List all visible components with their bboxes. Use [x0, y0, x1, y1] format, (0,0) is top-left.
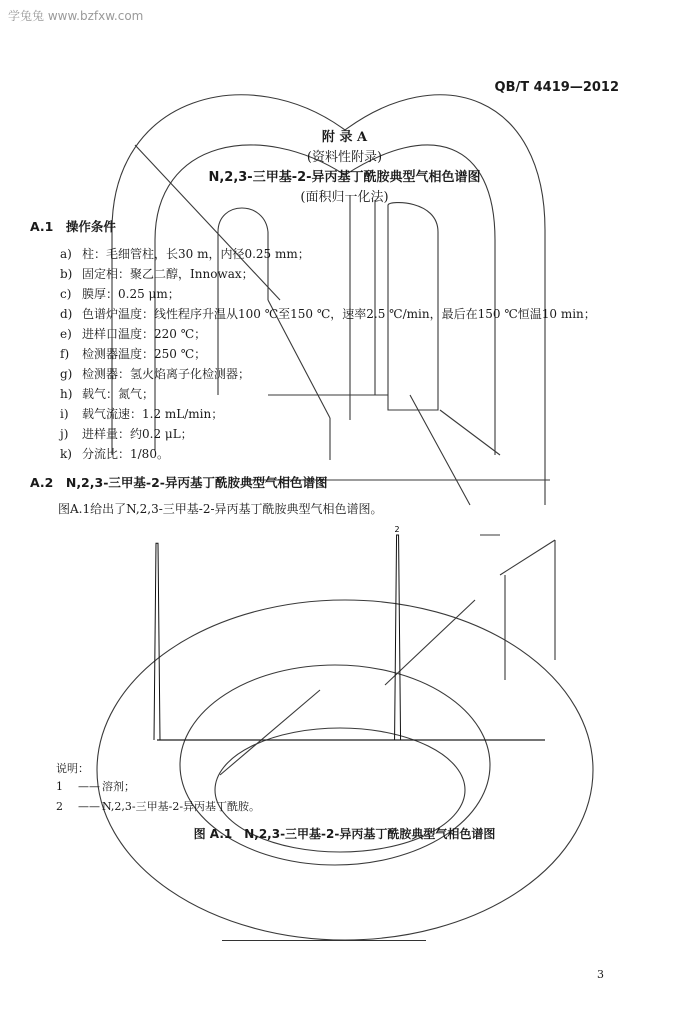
- list-item-text: 柱：毛细管柱，长30 m，内径0.25 mm；: [82, 247, 310, 261]
- list-item-label: h): [60, 387, 73, 401]
- section-heading-a2: A.2 N,2,3-三甲基-2-异丙基丁酰胺典型气相色谱图: [30, 475, 328, 490]
- list-item-text: 检测器温度：250 ℃；: [82, 347, 207, 361]
- legend-text: 溶剂；: [102, 780, 135, 793]
- list-item-text: 膜厚：0.25 μm；: [82, 287, 180, 301]
- legend-dash: ——: [78, 800, 100, 813]
- section-heading-a1: A.1 操作条件: [30, 219, 116, 234]
- standard-code: QB/T 4419—2012: [494, 80, 619, 95]
- watermark-text: 学兔兔 www.bzfxw.com: [8, 9, 144, 23]
- list-item-text: 分流比：1/80。: [82, 447, 169, 461]
- list-item: [60, 445, 169, 462]
- list-item-label: d): [60, 307, 73, 321]
- chromatogram-peak-1: [154, 543, 160, 740]
- list-item: [60, 385, 154, 402]
- list-item: [60, 365, 250, 382]
- list-item-label: g): [60, 367, 73, 381]
- list-item-label: c): [60, 287, 72, 301]
- legend-dash: ——: [78, 780, 100, 793]
- appendix-title: N,2,3-三甲基-2-异丙基丁酰胺典型气相色谱图: [208, 170, 481, 185]
- legend-number: 2: [56, 800, 63, 813]
- list-item: [60, 345, 206, 362]
- chromatogram-chart: [0, 520, 689, 750]
- chromatogram-peak-2: [395, 535, 401, 740]
- chromatogram-peak-label: 2: [394, 525, 400, 534]
- appendix-note: (面积归一化法): [300, 190, 389, 205]
- legend-title: 说明：: [56, 762, 89, 775]
- legend-text: N,2,3-三甲基-2-异丙基丁酰胺。: [102, 800, 261, 813]
- list-item-label: k): [60, 447, 72, 461]
- list-item-text: 检测器：氢火焰离子化检测器；: [82, 367, 251, 381]
- list-item: [60, 245, 310, 262]
- list-item-text: 色谱炉温度：线性程序升温从100 ℃至150 ℃，速率2.5 ℃/min，最后在150 ℃恒温10 min；: [82, 307, 596, 321]
- list-item-text: 进样量：约0.2 μL；: [82, 427, 193, 441]
- list-item: [60, 425, 193, 442]
- list-item-label: a): [60, 247, 72, 261]
- list-item: [60, 285, 180, 302]
- figure-caption: 图 A.1 N,2,3-三甲基-2-异丙基丁酰胺典型气相色谱图: [193, 827, 496, 841]
- list-item-label: e): [60, 327, 72, 341]
- list-item-text: 固定相：聚乙二醇，Innowax；: [82, 267, 254, 281]
- appendix-label: 附 录 A: [321, 130, 368, 145]
- divider: [222, 940, 426, 941]
- list-item-label: i): [60, 407, 69, 421]
- legend-entry: [56, 778, 135, 794]
- section-a2-paragraph: 图A.1给出了N,2,3-三甲基-2-异丙基丁酰胺典型气相色谱图。: [58, 502, 383, 516]
- list-item: [60, 265, 254, 282]
- list-item-label: j): [60, 427, 69, 441]
- appendix-type: (资料性附录): [306, 150, 383, 165]
- list-item-label: b): [60, 267, 73, 281]
- list-item: [60, 405, 223, 422]
- list-item-text: 载气：氮气；: [82, 387, 155, 401]
- legend-entry: [56, 798, 260, 814]
- list-item-text: 载气流速：1.2 mL/min；: [82, 407, 224, 421]
- list-item-label: f): [60, 347, 70, 361]
- page-number: 3: [597, 968, 604, 981]
- legend-number: 1: [56, 780, 63, 793]
- list-item: [60, 325, 206, 342]
- list-item: [60, 305, 596, 322]
- list-item-text: 进样口温度：220 ℃；: [82, 327, 207, 341]
